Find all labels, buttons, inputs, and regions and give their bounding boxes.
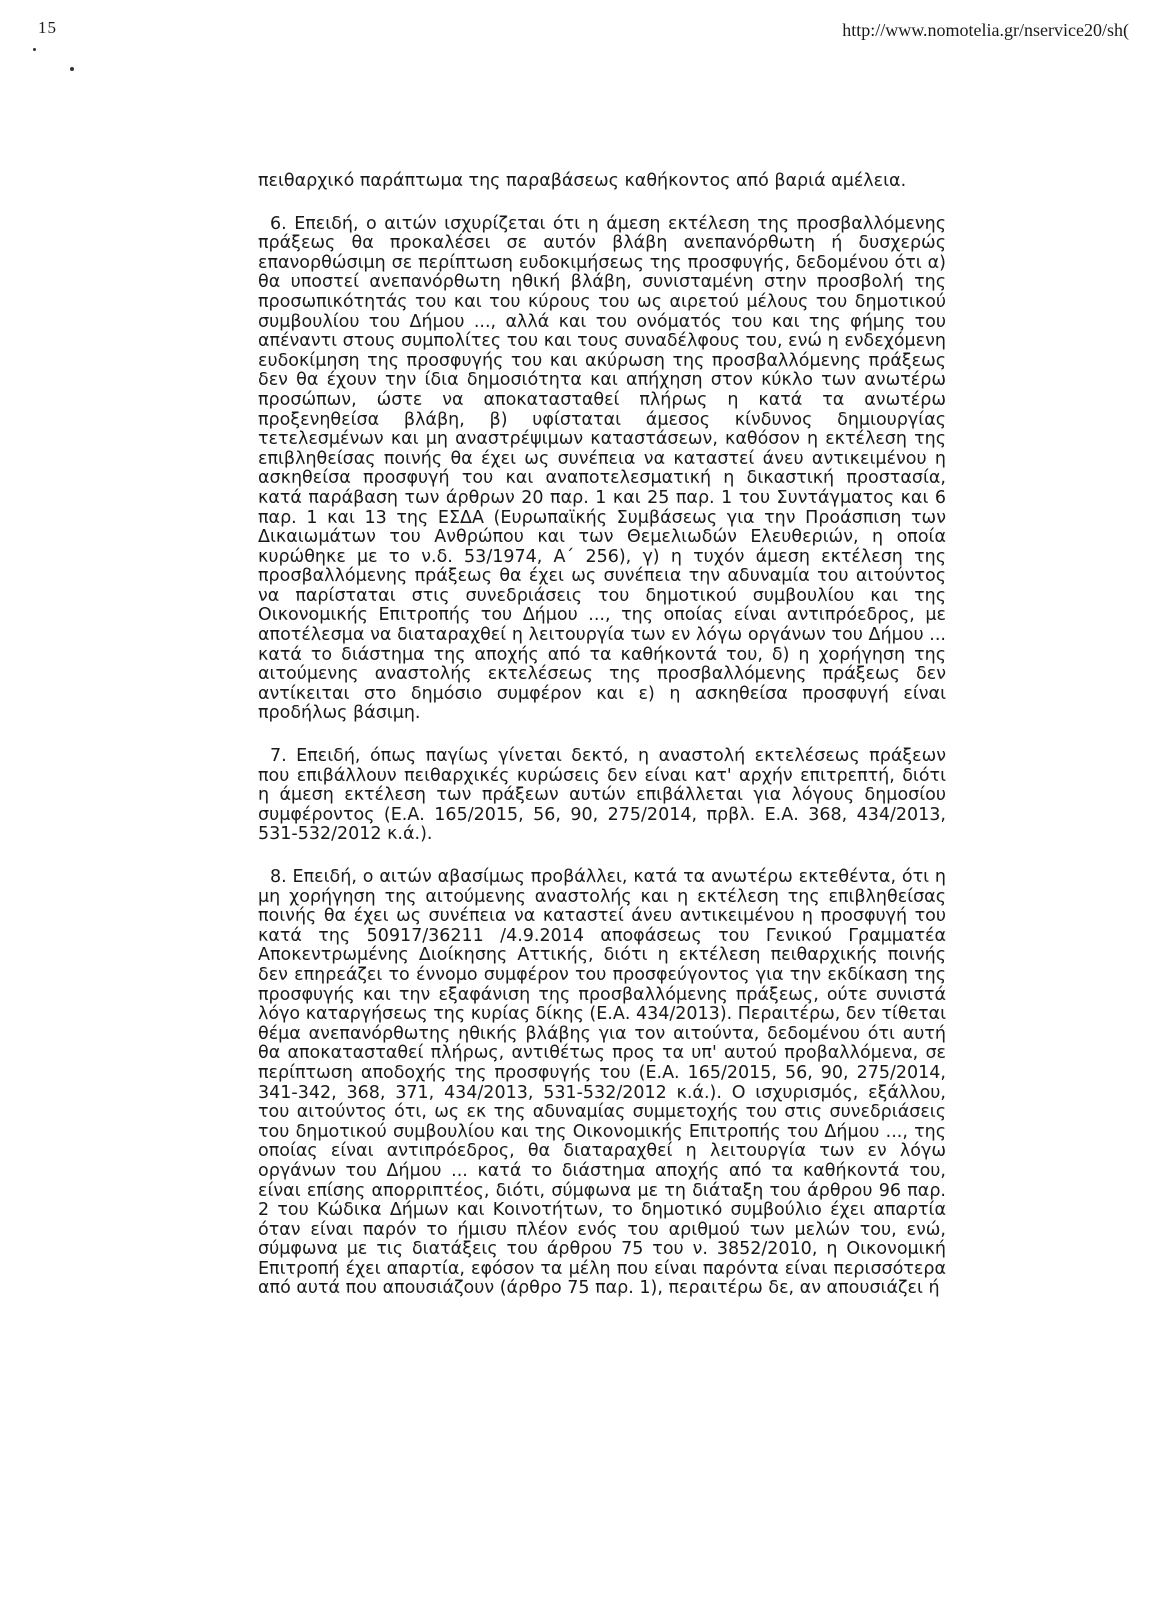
paragraph-continuation: πειθαρχικό παράπτωμα της παραβάσεως καθήκοντος από βαριά αμέλεια. [258, 171, 907, 191]
scan-speck [33, 48, 36, 51]
paragraph-8: 8. Επειδή, ο αιτών αβασίμως προβάλλει, κατά τα ανωτέρω εκτεθέντα, ότι η μη χορήγηση της αιτούμενης αναστολής και η εκτέλεση της επιβληθείσας ποινής θα έχει ως συνέπεια να καταστεί άνευ αντικειμένου η προσφυγή του κατά της 50917/36211 /4.9.2014 αποφάσεως του Γενικού Γραμματέα Αποκεντρωμένης Διοίκησης Αττικής, διότι η εκτέλεση πειθαρχικής ποινής δεν επηρεάζει το έννομο συμφέρον του προσφεύγοντος για την εκδίκαση της προσφυγής και την εξαφάνιση της προσβαλλόμενης πράξεως, ούτε συνιστά λόγο καταργήσεως της κυρίας δίκης (Ε.Α. 434/2013). Περαιτέρω, δεν τίθεται θέμα ανεπανόρθωτης ηθικής βλάβης για τον αιτούντα, δεδομένου ότι αυτή θα αποκατασταθεί πλήρως, αντιθέτως προς τα υπ' αυτού προβαλλόμενα, σε περίπτωση αποδοχής της προσφυγής του (Ε.Α. 165/2015, 56, 90, 275/2014, 341-342, 368, 371, 434/2013, 531-532/2012 κ.ά.). Ο ισχυρισμός, εξάλλου, του αιτούντος ότι, ως εκ της αδυναμίας συμμετοχής του στις συνεδριάσεις του δημοτικού συμβουλίου και της Οικονομικής Επιτροπής του Δήμου ..., της οποίας είναι αντιπρόεδρος, θα διαταραχθεί η λειτουργία των εν λόγω οργάνων του Δήμου ... κατά το διάστημα αποχής από τα καθήκοντά του, είναι επίσης απορριπτέος, διότι, σύμφωνα με τη διάταξη του άρθρου 96 παρ. 2 του Κώδικα Δήμων και Κοινοτήτων, το δημοτικό συμβούλιο έχει απαρτία όταν είναι παρόν το ήμισυ πλέον ενός του αριθμού των μελών του, ενώ, σύμφωνα με τις διατάξεις του άρθρου 75 του ν. 3852/2010, η Οικονομική Επιτροπή έχει απαρτία, εφόσον τα μέλη που είναι παρόντα είναι περισσότερα από αυτά που απουσιάζουν (άρθρο 75 παρ. 1), περαιτέρω δε, αν απουσιάζει ή [258, 867, 946, 1299]
header-url: http://www.nomotelia.gr/nservice20/sh( [842, 20, 1129, 40]
scan-speck [70, 67, 74, 71]
paragraph-7: 7. Επειδή, όπως παγίως γίνεται δεκτό, η αναστολή εκτελέσεως πράξεων που επιβάλλουν πειθαρχικές κυρώσεις δεν είναι κατ' αρχήν επιτρεπτή, διότι η άμεση εκτέλεση των πράξεων αυτών επιβάλλεται για λόγους δημοσίου συμφέροντος (Ε.Α. 165/2015, 56, 90, 275/2014, πρβλ. Ε.Α. 368, 434/2013, 531-532/2012 κ.ά.). [258, 746, 946, 845]
paragraph-6: 6. Επειδή, ο αιτών ισχυρίζεται ότι η άμεση εκτέλεση της προσβαλλόμενης πράξεως θα προκαλέσει σε αυτόν βλάβη ανεπανόρθωτη ή δυσχερώς επανορθώσιμη σε περίπτωση ευδοκιμήσεως της προσφυγής, δεδομένου ότι α) θα υποστεί ανεπανόρθωτη ηθική βλάβη, συνισταμένη στην προσβολή της προσωπικότητάς του και του κύρους του ως αιρετού μέλους του δημοτικού συμβουλίου του Δήμου ..., αλλά και του ονόματός του και της φήμης του απέναντι στους συμπολίτες του και τους συναδέλφους του, ενώ η ενδεχόμενη ευδοκίμηση της προσφυγής του και ακύρωση της προσβαλλόμενης πράξεως δεν θα έχουν την ίδια δημοσιότητα και απήχηση στον κύκλο των ανωτέρω προσώπων, ώστε να αποκατασταθεί πλήρως η κατά τα ανωτέρω προξενηθείσα βλάβη, β) υφίσταται άμεσος κίνδυνος δημιουργίας τετελεσμένων και μη αναστρέψιμων καταστάσεων, καθόσον η εκτέλεση της επιβληθείσας ποινής θα έχει ως συνέπεια να καταστεί άνευ αντικειμένου η ασκηθείσα προσφυγή του και αναποτελεσματική η δικαστική προστασία, κατά παράβαση των άρθρων 20 παρ. 1 και 25 παρ. 1 του Συντάγματος και 6 παρ. 1 και 13 της ΕΣΔΑ (Ευρωπαϊκής Συμβάσεως για την Προάσπιση των Δικαιωμάτων του Ανθρώπου και των Θεμελιωδών Ελευθεριών, η οποία κυρώθηκε με το ν.δ. 53/1974, Α΄ 256), γ) η τυχόν άμεση εκτέλεση της προσβαλλόμενης πράξεως θα έχει ως συνέπεια την αδυναμία του αιτούντος να παρίσταται στις συνεδριάσεις του δημοτικού συμβουλίου και της Οικονομικής Επιτροπής του Δήμου ..., της οποίας είναι αντιπρόεδρος, με αποτέλεσμα να διαταραχθεί η λειτουργία των εν λόγω οργάνων του Δήμου ... κατά το διάστημα της αποχής από τα καθήκοντά του, δ) η χορήγηση της αιτούμενης αναστολής εκτελέσεως της προσβαλλόμενης πράξεως δεν αντίκειται στο δημόσιο συμφέρον και ε) η ασκηθείσα προσφυγή είναι προδήλως βάσιμη. [258, 213, 946, 724]
document-body [258, 172, 946, 1322]
page-number: 15 [38, 18, 57, 37]
